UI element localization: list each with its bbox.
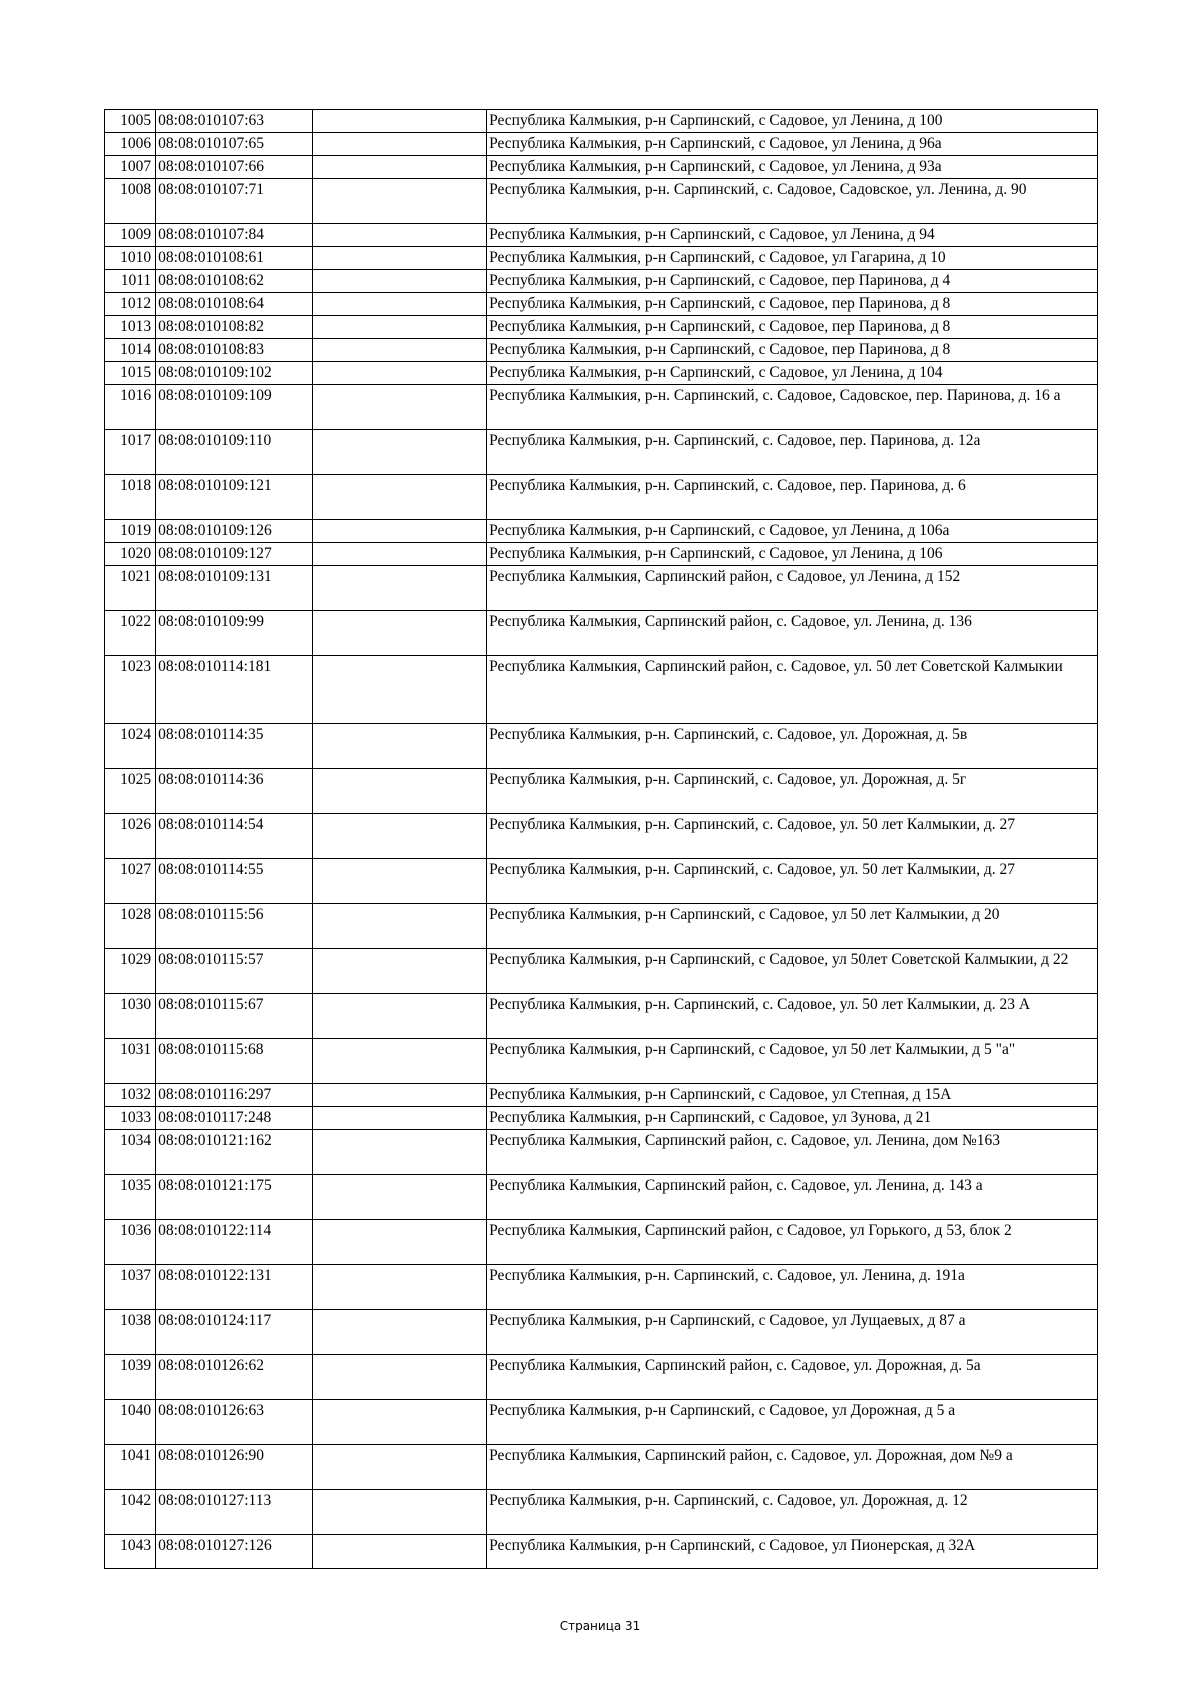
table-row (105, 994, 1098, 1039)
row-number-cell: 1043 (105, 1535, 156, 1569)
table-row (105, 110, 1098, 133)
address-cell: Республика Калмыкия, р-н Сарпинский, с Садовое, ул Гагарина, д 10 (487, 247, 1098, 270)
empty-cell (312, 994, 487, 1039)
cadastral-number-cell: 08:08:010127:113 (156, 1490, 312, 1535)
row-number-cell: 1029 (105, 949, 156, 994)
cadastral-number-cell: 08:08:010114:181 (156, 656, 312, 724)
row-number-cell: 1034 (105, 1130, 156, 1175)
address-cell: Республика Калмыкия, Сарпинский район, с Садовое, ул Горького, д 53, блок 2 (487, 1220, 1098, 1265)
row-number-cell: 1038 (105, 1310, 156, 1355)
parcel-table-body (105, 110, 1098, 1569)
cadastral-number-cell: 08:08:010127:126 (156, 1535, 312, 1569)
cadastral-number-cell: 08:08:010108:61 (156, 247, 312, 270)
cadastral-number-cell: 08:08:010107:84 (156, 224, 312, 247)
table-row (105, 566, 1098, 611)
row-number-cell: 1023 (105, 656, 156, 724)
cadastral-number-cell: 08:08:010108:83 (156, 339, 312, 362)
cadastral-number-cell: 08:08:010115:68 (156, 1039, 312, 1084)
address-cell: Республика Калмыкия, р-н Сарпинский, с Садовое, ул Ленина, д 106а (487, 520, 1098, 543)
table-row (105, 1107, 1098, 1130)
table-row (105, 814, 1098, 859)
table-row (105, 656, 1098, 724)
cadastral-number-cell: 08:08:010121:162 (156, 1130, 312, 1175)
empty-cell (312, 224, 487, 247)
table-row (105, 385, 1098, 430)
row-number-cell: 1007 (105, 156, 156, 179)
empty-cell (312, 859, 487, 904)
cadastral-number-cell: 08:08:010114:35 (156, 724, 312, 769)
row-number-cell: 1015 (105, 362, 156, 385)
row-number-cell: 1017 (105, 430, 156, 475)
cadastral-number-cell: 08:08:010122:114 (156, 1220, 312, 1265)
cadastral-number-cell: 08:08:010126:62 (156, 1355, 312, 1400)
address-cell: Республика Калмыкия, р-н Сарпинский, с Садовое, ул Лущаевых, д 87 а (487, 1310, 1098, 1355)
row-number-cell: 1027 (105, 859, 156, 904)
address-cell: Республика Калмыкия, р-н Сарпинский, с Садовое, ул Ленина, д 93а (487, 156, 1098, 179)
address-cell: Республика Калмыкия, Сарпинский район, с. Садовое, ул. 50 лет Советской Калмыкии (487, 656, 1098, 724)
table-row (105, 724, 1098, 769)
row-number-cell: 1030 (105, 994, 156, 1039)
table-row (105, 859, 1098, 904)
table-row (105, 1445, 1098, 1490)
address-cell: Республика Калмыкия, р-н Сарпинский, с Садовое, пер Паринова, д 8 (487, 316, 1098, 339)
row-number-cell: 1019 (105, 520, 156, 543)
table-row (105, 179, 1098, 224)
table-row (105, 270, 1098, 293)
empty-cell (312, 385, 487, 430)
cadastral-number-cell: 08:08:010107:66 (156, 156, 312, 179)
cadastral-number-cell: 08:08:010115:57 (156, 949, 312, 994)
cadastral-number-cell: 08:08:010109:109 (156, 385, 312, 430)
table-row (105, 1310, 1098, 1355)
table-row (105, 247, 1098, 270)
empty-cell (312, 179, 487, 224)
cadastral-number-cell: 08:08:010115:67 (156, 994, 312, 1039)
table-row (105, 611, 1098, 656)
address-cell: Республика Калмыкия, р-н. Сарпинский, с. Садовое, ул. Ленина, д. 191а (487, 1265, 1098, 1310)
cadastral-number-cell: 08:08:010117:248 (156, 1107, 312, 1130)
empty-cell (312, 1130, 487, 1175)
table-row (105, 362, 1098, 385)
row-number-cell: 1035 (105, 1175, 156, 1220)
cadastral-number-cell: 08:08:010124:117 (156, 1310, 312, 1355)
empty-cell (312, 1084, 487, 1107)
table-row (105, 1535, 1098, 1569)
row-number-cell: 1005 (105, 110, 156, 133)
empty-cell (312, 1310, 487, 1355)
address-cell: Республика Калмыкия, р-н Сарпинский, с Садовое, ул Ленина, д 96а (487, 133, 1098, 156)
empty-cell (312, 430, 487, 475)
table-row (105, 224, 1098, 247)
address-cell: Республика Калмыкия, Сарпинский район, с Садовое, ул Ленина, д 152 (487, 566, 1098, 611)
empty-cell (312, 1490, 487, 1535)
cadastral-number-cell: 08:08:010114:55 (156, 859, 312, 904)
row-number-cell: 1037 (105, 1265, 156, 1310)
cadastral-number-cell: 08:08:010114:54 (156, 814, 312, 859)
cadastral-number-cell: 08:08:010115:56 (156, 904, 312, 949)
empty-cell (312, 316, 487, 339)
row-number-cell: 1022 (105, 611, 156, 656)
empty-cell (312, 656, 487, 724)
empty-cell (312, 156, 487, 179)
empty-cell (312, 1355, 487, 1400)
address-cell: Республика Калмыкия, р-н. Сарпинский, с. Садовое, ул. Дорожная, д. 12 (487, 1490, 1098, 1535)
address-cell: Республика Калмыкия, р-н Сарпинский, с Садовое, ул Ленина, д 106 (487, 543, 1098, 566)
table-row (105, 1355, 1098, 1400)
row-number-cell: 1008 (105, 179, 156, 224)
table-row (105, 1400, 1098, 1445)
page-footer (0, 1619, 1200, 1633)
row-number-cell: 1021 (105, 566, 156, 611)
table-row (105, 1490, 1098, 1535)
table-row (105, 293, 1098, 316)
address-cell: Республика Калмыкия, р-н. Сарпинский, с. Садовое, ул. Дорожная, д. 5в (487, 724, 1098, 769)
table-row (105, 1175, 1098, 1220)
empty-cell (312, 949, 487, 994)
cadastral-number-cell: 08:08:010107:71 (156, 179, 312, 224)
address-cell: Республика Калмыкия, р-н. Сарпинский, с. Садовое, Садовское, ул. Ленина, д. 90 (487, 179, 1098, 224)
address-cell: Республика Калмыкия, р-н. Сарпинский, с. Садовое, пер. Паринова, д. 6 (487, 475, 1098, 520)
address-cell: Республика Калмыкия, р-н Сарпинский, с Садовое, ул 50лет Советской Калмыкии, д 22 (487, 949, 1098, 994)
table-row (105, 949, 1098, 994)
row-number-cell: 1032 (105, 1084, 156, 1107)
empty-cell (312, 1535, 487, 1569)
empty-cell (312, 611, 487, 656)
empty-cell (312, 293, 487, 316)
table-row (105, 543, 1098, 566)
row-number-cell: 1020 (105, 543, 156, 566)
table-row (105, 1084, 1098, 1107)
address-cell: Республика Калмыкия, р-н Сарпинский, с Садовое, ул 50 лет Калмыкии, д 5 "а" (487, 1039, 1098, 1084)
cadastral-number-cell: 08:08:010108:64 (156, 293, 312, 316)
empty-cell (312, 520, 487, 543)
empty-cell (312, 1220, 487, 1265)
table-row (105, 1220, 1098, 1265)
page-number-label: Страница 31 (559, 1619, 641, 1633)
cadastral-number-cell: 08:08:010107:63 (156, 110, 312, 133)
row-number-cell: 1033 (105, 1107, 156, 1130)
empty-cell (312, 362, 487, 385)
row-number-cell: 1012 (105, 293, 156, 316)
address-cell: Республика Калмыкия, Сарпинский район, с. Садовое, ул. Дорожная, д. 5а (487, 1355, 1098, 1400)
address-cell: Республика Калмыкия, Сарпинский район, с. Садовое, ул. Дорожная, дом №9 а (487, 1445, 1098, 1490)
cadastral-number-cell: 08:08:010108:82 (156, 316, 312, 339)
table-row (105, 316, 1098, 339)
address-cell: Республика Калмыкия, р-н Сарпинский, с Садовое, ул Зунова, д 21 (487, 1107, 1098, 1130)
row-number-cell: 1026 (105, 814, 156, 859)
row-number-cell: 1028 (105, 904, 156, 949)
row-number-cell: 1018 (105, 475, 156, 520)
row-number-cell: 1016 (105, 385, 156, 430)
cadastral-number-cell: 08:08:010109:121 (156, 475, 312, 520)
row-number-cell: 1010 (105, 247, 156, 270)
empty-cell (312, 543, 487, 566)
address-cell: Республика Калмыкия, р-н. Сарпинский, с. Садовое, пер. Паринова, д. 12а (487, 430, 1098, 475)
row-number-cell: 1042 (105, 1490, 156, 1535)
row-number-cell: 1013 (105, 316, 156, 339)
cadastral-number-cell: 08:08:010109:126 (156, 520, 312, 543)
table-row (105, 475, 1098, 520)
empty-cell (312, 1175, 487, 1220)
cadastral-number-cell: 08:08:010108:62 (156, 270, 312, 293)
address-cell: Республика Калмыкия, р-н Сарпинский, с Садовое, пер Паринова, д 8 (487, 293, 1098, 316)
cadastral-number-cell: 08:08:010107:65 (156, 133, 312, 156)
row-number-cell: 1031 (105, 1039, 156, 1084)
address-cell: Республика Калмыкия, Сарпинский район, с. Садовое, ул. Ленина, д. 136 (487, 611, 1098, 656)
table-row (105, 520, 1098, 543)
table-row (105, 1265, 1098, 1310)
cadastral-number-cell: 08:08:010109:127 (156, 543, 312, 566)
row-number-cell: 1009 (105, 224, 156, 247)
row-number-cell: 1039 (105, 1355, 156, 1400)
row-number-cell: 1041 (105, 1445, 156, 1490)
table-row (105, 904, 1098, 949)
address-cell: Республика Калмыкия, р-н Сарпинский, с Садовое, ул 50 лет Калмыкии, д 20 (487, 904, 1098, 949)
empty-cell (312, 724, 487, 769)
row-number-cell: 1014 (105, 339, 156, 362)
empty-cell (312, 270, 487, 293)
empty-cell (312, 247, 487, 270)
table-row (105, 1039, 1098, 1084)
empty-cell (312, 133, 487, 156)
table-row (105, 430, 1098, 475)
address-cell: Республика Калмыкия, р-н Сарпинский, с Садовое, ул Ленина, д 100 (487, 110, 1098, 133)
address-cell: Республика Калмыкия, р-н. Сарпинский, с. Садовое, ул. 50 лет Калмыкии, д. 23 А (487, 994, 1098, 1039)
empty-cell (312, 566, 487, 611)
address-cell: Республика Калмыкия, р-н Сарпинский, с Садовое, ул Степная, д 15А (487, 1084, 1098, 1107)
table-row (105, 133, 1098, 156)
cadastral-number-cell: 08:08:010109:110 (156, 430, 312, 475)
address-cell: Республика Калмыкия, р-н. Сарпинский, с. Садовое, ул. Дорожная, д. 5г (487, 769, 1098, 814)
empty-cell (312, 769, 487, 814)
address-cell: Республика Калмыкия, р-н Сарпинский, с Садовое, ул Пионерская, д 32А (487, 1535, 1098, 1569)
address-cell: Республика Калмыкия, р-н. Сарпинский, с. Садовое, Садовское, пер. Паринова, д. 16 а (487, 385, 1098, 430)
address-cell: Республика Калмыкия, р-н Сарпинский, с Садовое, ул Ленина, д 104 (487, 362, 1098, 385)
cadastral-number-cell: 08:08:010126:63 (156, 1400, 312, 1445)
empty-cell (312, 339, 487, 362)
address-cell: Республика Калмыкия, Сарпинский район, с. Садовое, ул. Ленина, дом №163 (487, 1130, 1098, 1175)
address-cell: Республика Калмыкия, р-н Сарпинский, с Садовое, пер Паринова, д 8 (487, 339, 1098, 362)
cadastral-number-cell: 08:08:010122:131 (156, 1265, 312, 1310)
empty-cell (312, 1265, 487, 1310)
table-row (105, 769, 1098, 814)
empty-cell (312, 475, 487, 520)
empty-cell (312, 1445, 487, 1490)
cadastral-number-cell: 08:08:010126:90 (156, 1445, 312, 1490)
row-number-cell: 1025 (105, 769, 156, 814)
row-number-cell: 1006 (105, 133, 156, 156)
address-cell: Республика Калмыкия, р-н Сарпинский, с Садовое, ул Дорожная, д 5 а (487, 1400, 1098, 1445)
address-cell: Республика Калмыкия, р-н. Сарпинский, с. Садовое, ул. 50 лет Калмыкии, д. 27 (487, 859, 1098, 904)
row-number-cell: 1036 (105, 1220, 156, 1265)
empty-cell (312, 1400, 487, 1445)
cadastral-number-cell: 08:08:010109:99 (156, 611, 312, 656)
row-number-cell: 1011 (105, 270, 156, 293)
address-cell: Республика Калмыкия, р-н Сарпинский, с Садовое, ул Ленина, д 94 (487, 224, 1098, 247)
cadastral-number-cell: 08:08:010114:36 (156, 769, 312, 814)
row-number-cell: 1040 (105, 1400, 156, 1445)
cadastral-number-cell: 08:08:010116:297 (156, 1084, 312, 1107)
empty-cell (312, 904, 487, 949)
empty-cell (312, 110, 487, 133)
row-number-cell: 1024 (105, 724, 156, 769)
table-row (105, 339, 1098, 362)
cadastral-number-cell: 08:08:010109:102 (156, 362, 312, 385)
address-cell: Республика Калмыкия, р-н. Сарпинский, с. Садовое, ул. 50 лет Калмыкии, д. 27 (487, 814, 1098, 859)
empty-cell (312, 1039, 487, 1084)
address-cell: Республика Калмыкия, р-н Сарпинский, с Садовое, пер Паринова, д 4 (487, 270, 1098, 293)
empty-cell (312, 1107, 487, 1130)
cadastral-number-cell: 08:08:010121:175 (156, 1175, 312, 1220)
cadastral-number-cell: 08:08:010109:131 (156, 566, 312, 611)
table-row (105, 1130, 1098, 1175)
table-row (105, 156, 1098, 179)
parcel-table (104, 109, 1098, 1569)
address-cell: Республика Калмыкия, Сарпинский район, с. Садовое, ул. Ленина, д. 143 а (487, 1175, 1098, 1220)
empty-cell (312, 814, 487, 859)
